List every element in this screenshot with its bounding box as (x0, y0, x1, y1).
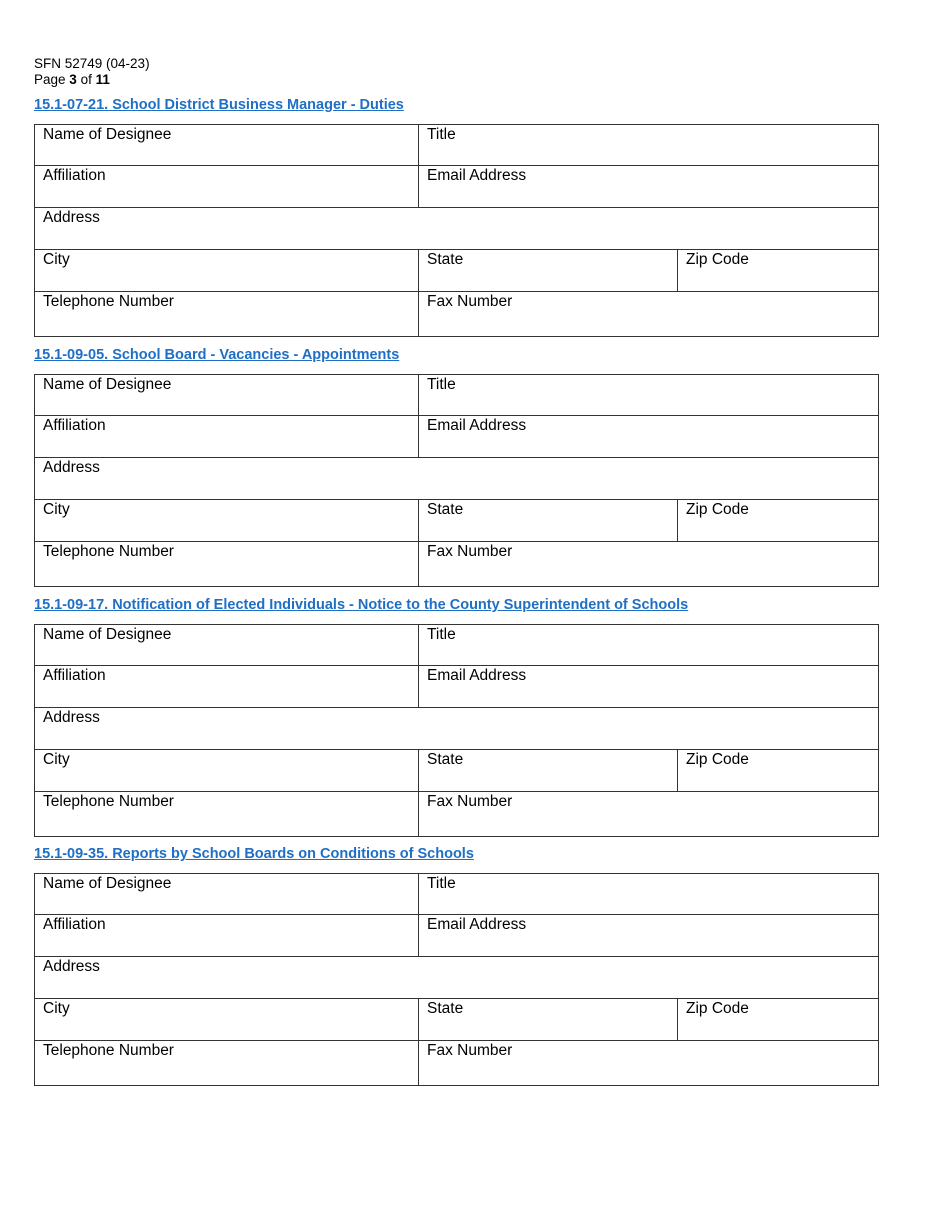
section-heading-link[interactable]: 15.1-09-35. Reports by School Boards on Conditions of Schools (34, 846, 474, 862)
form-row (35, 125, 878, 166)
field-label: Email Address (427, 417, 527, 434)
title-field[interactable] (418, 625, 878, 665)
name-of-designee-field[interactable] (35, 625, 418, 665)
state-field[interactable] (418, 500, 677, 541)
field-label: Affiliation (43, 417, 106, 434)
form-row (35, 999, 878, 1041)
email-address-field[interactable] (418, 416, 878, 457)
field-label: Address (43, 209, 100, 226)
field-label: Address (43, 459, 100, 476)
field-label: State (427, 251, 464, 268)
page-indicator (34, 72, 150, 88)
field-label: Fax Number (427, 293, 513, 310)
affiliation-field[interactable] (35, 416, 418, 457)
city-field[interactable] (35, 750, 418, 791)
field-label: Telephone Number (43, 793, 174, 810)
email-address-field[interactable] (418, 915, 878, 956)
telephone-number-field[interactable] (35, 292, 418, 336)
form-row (35, 500, 878, 542)
field-label: Title (427, 376, 456, 393)
affiliation-field[interactable] (35, 166, 418, 207)
form-row (35, 458, 878, 500)
designee-form-table (34, 374, 879, 587)
form-row (35, 750, 878, 792)
form-row (35, 957, 878, 999)
field-label: Zip Code (686, 751, 749, 768)
field-label: Fax Number (427, 793, 513, 810)
address-field[interactable] (35, 957, 878, 998)
city-field[interactable] (35, 999, 418, 1040)
name-of-designee-field[interactable] (35, 874, 418, 914)
field-label: Name of Designee (43, 376, 172, 393)
form-header (34, 56, 150, 88)
form-row (35, 250, 878, 292)
form-row (35, 1041, 878, 1085)
field-label: Telephone Number (43, 1042, 174, 1059)
field-label: Zip Code (686, 1000, 749, 1017)
email-address-field[interactable] (418, 166, 878, 207)
city-field[interactable] (35, 250, 418, 291)
state-field[interactable] (418, 750, 677, 791)
section-heading-link[interactable]: 15.1-09-05. School Board - Vacancies - Appointments (34, 347, 400, 363)
field-label: City (43, 1000, 70, 1017)
field-label: Fax Number (427, 1042, 513, 1059)
affiliation-field[interactable] (35, 915, 418, 956)
form-row (35, 292, 878, 336)
zip-code-field[interactable] (677, 250, 878, 291)
section-heading-link[interactable]: 15.1-07-21. School District Business Manager - Duties (34, 97, 404, 113)
page-current: 3 (69, 72, 77, 87)
field-label: City (43, 751, 70, 768)
zip-code-field[interactable] (677, 750, 878, 791)
section-heading-link[interactable]: 15.1-09-17. Notification of Elected Individuals - Notice to the County Superintendent of Schools (34, 597, 689, 613)
field-label: Affiliation (43, 667, 106, 684)
email-address-field[interactable] (418, 666, 878, 707)
form-row (35, 666, 878, 708)
field-label: Name of Designee (43, 626, 172, 643)
form-row (35, 874, 878, 915)
designee-form-table (34, 624, 879, 837)
telephone-number-field[interactable] (35, 542, 418, 586)
form-row (35, 375, 878, 416)
title-field[interactable] (418, 874, 878, 914)
form-row (35, 708, 878, 750)
state-field[interactable] (418, 250, 677, 291)
field-label: Zip Code (686, 251, 749, 268)
fax-number-field[interactable] (418, 542, 878, 586)
form-row (35, 915, 878, 957)
name-of-designee-field[interactable] (35, 375, 418, 415)
field-label: Email Address (427, 167, 527, 184)
zip-code-field[interactable] (677, 999, 878, 1040)
field-label: Fax Number (427, 543, 513, 560)
telephone-number-field[interactable] (35, 1041, 418, 1085)
field-label: Name of Designee (43, 126, 172, 143)
zip-code-field[interactable] (677, 500, 878, 541)
city-field[interactable] (35, 500, 418, 541)
page-of: of (80, 72, 92, 87)
form-row (35, 792, 878, 836)
designee-form-table (34, 873, 879, 1086)
field-label: City (43, 501, 70, 518)
page-word: Page (34, 72, 66, 87)
form-row (35, 208, 878, 250)
field-label: State (427, 1000, 464, 1017)
fax-number-field[interactable] (418, 1041, 878, 1085)
field-label: Email Address (427, 916, 527, 933)
telephone-number-field[interactable] (35, 792, 418, 836)
field-label: Title (427, 875, 456, 892)
field-label: Email Address (427, 667, 527, 684)
field-label: State (427, 751, 464, 768)
field-label: Telephone Number (43, 293, 174, 310)
form-row (35, 416, 878, 458)
address-field[interactable] (35, 458, 878, 499)
name-of-designee-field[interactable] (35, 125, 418, 165)
form-number: SFN 52749 (04-23) (34, 56, 150, 71)
state-field[interactable] (418, 999, 677, 1040)
field-label: Telephone Number (43, 543, 174, 560)
field-label: Title (427, 626, 456, 643)
title-field[interactable] (418, 125, 878, 165)
designee-form-table (34, 124, 879, 337)
address-field[interactable] (35, 708, 878, 749)
title-field[interactable] (418, 375, 878, 415)
form-row (35, 625, 878, 666)
field-label: Address (43, 958, 100, 975)
field-label: Affiliation (43, 167, 106, 184)
field-label: State (427, 501, 464, 518)
address-field[interactable] (35, 208, 878, 249)
affiliation-field[interactable] (35, 666, 418, 707)
fax-number-field[interactable] (418, 292, 878, 336)
field-label: Address (43, 709, 100, 726)
form-row (35, 166, 878, 208)
page-total: 11 (95, 72, 110, 87)
field-label: City (43, 251, 70, 268)
field-label: Zip Code (686, 501, 749, 518)
fax-number-field[interactable] (418, 792, 878, 836)
form-row (35, 542, 878, 586)
field-label: Name of Designee (43, 875, 172, 892)
field-label: Title (427, 126, 456, 143)
field-label: Affiliation (43, 916, 106, 933)
